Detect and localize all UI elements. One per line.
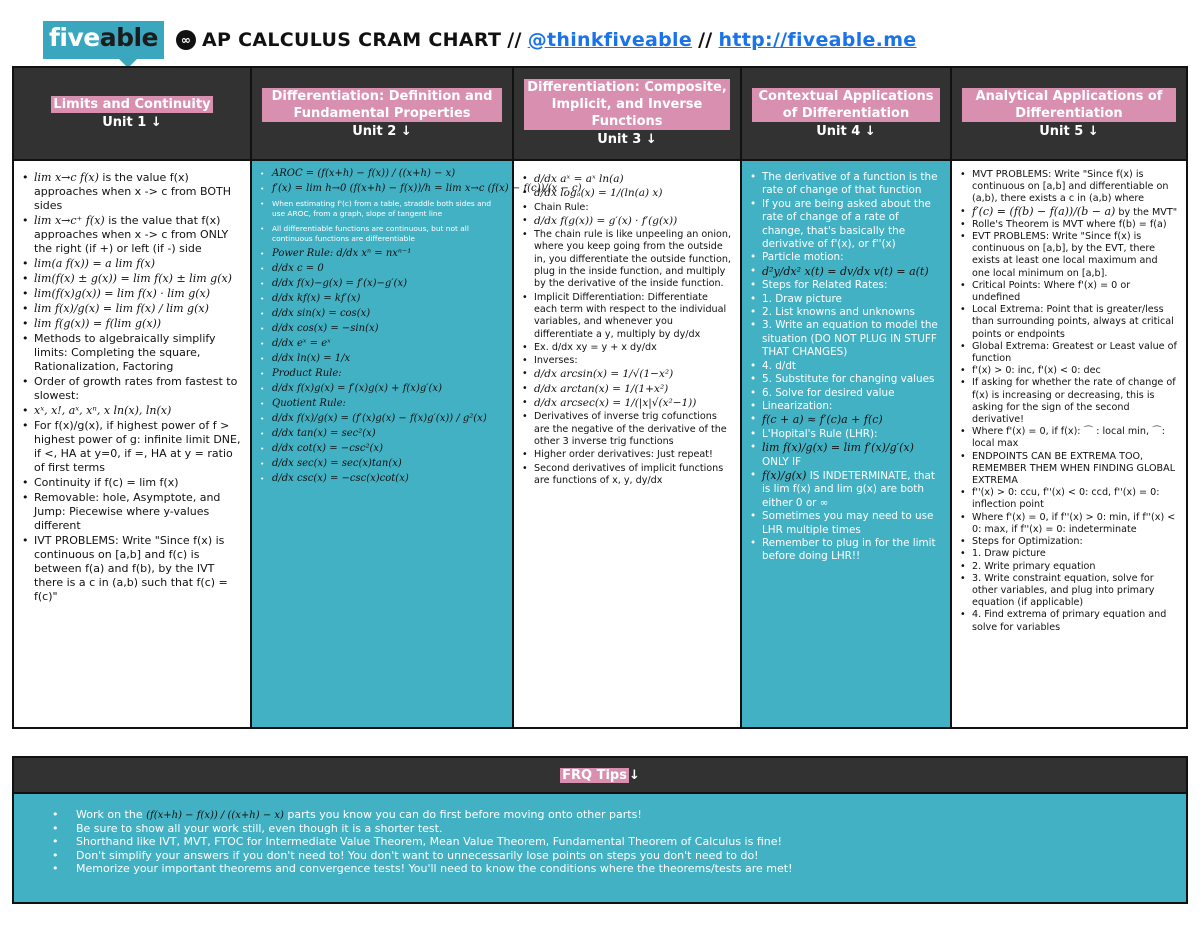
item-text: Sometimes you may need to use LHR multiple times [762, 510, 934, 536]
math-expression: AROC = (f(x+h) − f(x)) / ((x+h) − x) [272, 168, 456, 179]
column-unit-3 [514, 68, 742, 727]
list-item [260, 199, 504, 219]
item-text: 4. d/dt [762, 359, 796, 372]
list-item [960, 206, 1178, 219]
item-text: All differentiable functions are continuous, but not all continuous functions are differentiable [272, 224, 469, 243]
item-text: Derivatives of inverse trig cofunctions are the negative of the derivative of the other 3 inverse trig functions [534, 411, 727, 447]
list-item [260, 399, 504, 409]
math-expression: d/dx cot(x) = −csc²(x) [272, 443, 383, 454]
column-title: Differentiation: Composite, Implicit, and Inverse Functions [524, 79, 730, 130]
item-text: If asking for whether the rate of change of f(x) is increasing or decreasing, this is asking for the sign of the second derivative! [972, 377, 1176, 426]
list-item [960, 536, 1178, 548]
frq-list [52, 808, 1176, 875]
item-list [750, 171, 942, 564]
list-item [960, 451, 1178, 488]
item-list [960, 169, 1178, 634]
item-text: Where f'(x) = 0, if f(x): ⌒ : local min, ⌒: local max [972, 426, 1165, 450]
item-text: Global Extrema: Greatest or Least value of function [972, 340, 1177, 365]
list-item [522, 397, 732, 410]
list-item [260, 224, 504, 244]
fiveable-logo[interactable] [43, 21, 164, 59]
math-expression: lim x→c f(x) [34, 171, 99, 184]
item-text: Ex. d/dx xy = y + x dy/dx [534, 341, 657, 353]
list-item [960, 304, 1178, 341]
math-expression: Product Rule: [272, 368, 342, 379]
item-text: 1. Draw picture [972, 548, 1046, 560]
list-item [22, 419, 242, 475]
page-title [176, 29, 917, 51]
item-text: 3. Write an equation to model the situation (DO NOT PLUG IN STUFF THAT CHANGES) [762, 319, 938, 359]
item-text: IS INDETERMINATE, that is lim f(x) and lim g(x) are both either 0 or ∞ [762, 469, 935, 509]
item-text: 6. Solve for desired value [762, 386, 895, 399]
list-item [960, 561, 1178, 573]
item-text: Critical Points: Where f'(x) = 0 or undefined [972, 279, 1131, 304]
list-item [960, 512, 1178, 536]
item-text: ENDPOINTS CAN BE EXTREMA TOO, REMEMBER THEM WHEN FINDING GLOBAL EXTREMA [972, 450, 1176, 487]
item-text: 3. Write constraint equation, solve for other variables, and plug into primary equation (if applicable) [972, 572, 1155, 609]
list-item [22, 404, 242, 418]
item-text: Rolle's Theorem is MVT where f(b) = f(a) [972, 218, 1167, 230]
column-header [14, 68, 250, 159]
math-expression: d/dx f(x)−g(x) = f′(x)−g′(x) [272, 278, 407, 289]
list-item [22, 534, 242, 604]
math-expression: lim f(x)/g(x) = lim f′(x)/g′(x) [762, 441, 914, 455]
math-expression: d/dx arctan(x) = 1/(1+x²) [534, 382, 669, 395]
column-header [742, 68, 950, 159]
list-item [260, 459, 504, 469]
frq-body [14, 794, 1186, 902]
frq-tips-box [12, 756, 1188, 904]
frq-item [52, 835, 1176, 848]
frq-header [14, 758, 1186, 794]
math-expression: d/dx tan(x) = sec²(x) [272, 428, 376, 439]
frq-item [52, 862, 1176, 875]
list-item [750, 360, 942, 373]
math-expression: d/dx cos(x) = −sin(x) [272, 323, 379, 334]
list-item [522, 449, 732, 461]
column-unit-4 [742, 68, 952, 727]
glasses-icon: ∞ [176, 30, 196, 50]
item-text: L'Hopital's Rule (LHR): [762, 427, 878, 440]
math-expression: lim f(x)/g(x) = lim f(x) / lim g(x) [34, 302, 209, 315]
list-item [22, 272, 242, 286]
column-unit: Unit 1 ↓ [102, 115, 162, 130]
list-item [960, 548, 1178, 560]
list-item [750, 510, 942, 537]
item-text: Continuity if f(c) = lim f(x) [34, 476, 179, 489]
list-item [260, 474, 504, 484]
frq-title: FRQ Tips [562, 768, 627, 783]
math-expression: xˣ, x!, aˣ, xⁿ, x ln(x), ln(x) [34, 404, 172, 417]
math-expression: d/dx logₐ(x) = 1/(ln(a) x) [534, 187, 663, 200]
item-list [522, 173, 732, 487]
list-item [960, 231, 1178, 280]
item-text: 1. Draw picture [762, 292, 842, 305]
column-header [514, 68, 740, 159]
item-text: For f(x)/g(x), if highest power of f > highest power of g: infinite limit DNE, if <, HA at y=0, if =, HA at y = ratio of first terms [34, 419, 241, 474]
item-text: The derivative of a function is the rate of change of that function [762, 171, 938, 197]
item-text: Particle motion: [762, 251, 844, 264]
list-item [750, 537, 942, 564]
title-separator-2: // [698, 29, 713, 51]
item-text: by the MVT" [1115, 206, 1178, 218]
list-item [22, 171, 242, 213]
list-item [522, 463, 732, 488]
item-text: Remember to plug in for the limit before doing LHR!! [762, 536, 936, 563]
column-body [514, 159, 740, 727]
cram-chart-table [12, 66, 1188, 729]
list-item [22, 317, 242, 331]
list-item [750, 306, 942, 319]
math-expression: d/dx sin(x) = cos(x) [272, 308, 371, 319]
column-unit: Unit 3 ↓ [597, 132, 657, 147]
math-expression: lim(f(x)g(x)) = lim f(x) · lim g(x) [34, 287, 211, 300]
list-item [960, 377, 1178, 426]
list-item [960, 426, 1178, 450]
item-text: Steps for Related Rates: [762, 279, 888, 292]
list-item [750, 293, 942, 306]
math-expression: d/dx f(g(x)) = g′(x) · f′(g(x)) [534, 214, 678, 227]
list-item [960, 609, 1178, 633]
math-expression: d/dx ln(x) = 1/x [272, 353, 351, 364]
list-item [522, 355, 732, 367]
list-item [260, 339, 504, 349]
column-unit: Unit 5 ↓ [1039, 123, 1099, 139]
math-expression: d/dx eˣ = eˣ [272, 338, 331, 349]
list-item [750, 400, 942, 413]
column-header [952, 68, 1186, 159]
page-header [43, 18, 917, 62]
list-item [260, 183, 582, 194]
list-item [750, 319, 942, 359]
math-expression: d/dx f(x)g(x) = f′(x)g(x) + f(x)g′(x) [272, 383, 442, 394]
math-expression: d/dx kf(x) = kf′(x) [272, 293, 361, 304]
frq-text: Be sure to show all your work still, even though it is a shorter test. [76, 822, 443, 836]
list-item [260, 414, 504, 424]
item-text: Where f'(x) = 0, if f''(x) > 0: min, if f''(x) < 0: max, if f''(x) = 0: indeterminate [972, 511, 1176, 535]
list-item [522, 342, 732, 354]
list-item [22, 214, 242, 256]
column-body [952, 159, 1186, 727]
list-item [960, 219, 1178, 231]
math-expression: d/dx f(x)/g(x) = (f′(x)g(x) − f(x)g′(x)) / g²(x) [272, 413, 487, 424]
frq-item [52, 822, 1176, 835]
item-text: Order of growth rates from fastest to slowest: [34, 375, 238, 402]
frq-text: Don't simplify your answers if you don't need to! You don't want to unnecessarily lose points on steps you don't need to do! [76, 848, 759, 862]
list-item [750, 198, 942, 252]
column-unit: Unit 2 ↓ [352, 123, 412, 139]
math-expression: f(c + a) ≈ f′(c)a + f(c) [762, 413, 883, 427]
column-title: Limits and Continuity [53, 97, 211, 112]
math-expression: (f(x+h) − f(x)) / ((x+h) − x) [146, 810, 284, 821]
item-text: ONLY IF [762, 455, 802, 468]
frq-item [52, 849, 1176, 862]
list-item [522, 368, 732, 381]
item-text: EVT PROBLEMS: Write "Since f(x) is continuous on [a,b], by the EVT, there exists at least one local maximum and one local minimum on [a,b]. [972, 231, 1158, 279]
column-unit-1 [14, 68, 252, 727]
list-item [522, 411, 732, 448]
list-item [22, 491, 242, 533]
title-separator: // [507, 29, 522, 51]
list-item [260, 309, 504, 319]
list-item [260, 369, 504, 379]
list-item [22, 476, 242, 490]
list-item [260, 169, 504, 179]
item-text: f'(x) > 0: inc, f'(x) < 0: dec [972, 365, 1101, 377]
frq-item [52, 808, 1176, 822]
list-item [750, 441, 942, 469]
math-expression: d/dx csc(x) = −csc(x)cot(x) [272, 473, 409, 484]
logo-text-light: five [49, 23, 100, 52]
item-text: Inverses: [534, 355, 578, 367]
column-title: Contextual Applications of Differentiation [752, 88, 940, 122]
list-item [522, 383, 732, 396]
math-expression: lim x→c⁺ f(x) [34, 214, 105, 227]
list-item [750, 387, 942, 400]
item-text: 2. Write primary equation [972, 560, 1096, 572]
list-item [750, 279, 942, 292]
column-body [742, 159, 950, 727]
math-expression: Quotient Rule: [272, 398, 346, 409]
math-expression: lim f(g(x)) = f(lim g(x)) [34, 317, 162, 330]
column-header [252, 68, 512, 159]
frq-arrow: ↓ [628, 768, 640, 783]
item-text: The chain rule is like unpeeling an onion, where you keep going from the outside in, you differentiate the outside function, plug in the inside function, and multiply by the derivative of the inside function. [534, 229, 732, 290]
frq-text: Memorize your important theorems and convergence tests! You'll need to know the conditions where the theorems/tests are met! [76, 861, 793, 875]
list-item [522, 215, 732, 228]
list-item [22, 332, 242, 374]
math-expression: d/dx aˣ = aˣ ln(a) [534, 173, 624, 185]
item-text: 2. List knowns and unknowns [762, 306, 915, 319]
list-item [960, 169, 1178, 206]
list-item [522, 292, 732, 341]
list-item [750, 251, 942, 264]
list-item [260, 279, 504, 289]
math-expression: f(x)/g(x) [762, 468, 807, 482]
list-item [750, 265, 942, 279]
list-item [750, 428, 942, 441]
math-expression: d/dx sec(x) = sec(x)tan(x) [272, 458, 402, 469]
list-item [260, 444, 504, 454]
list-item [22, 375, 242, 403]
item-list [22, 171, 242, 604]
math-expression: lim(a f(x)) = a lim f(x) [34, 257, 156, 270]
column-title: Analytical Applications of Differentiation [962, 88, 1176, 122]
list-item [260, 384, 504, 394]
list-item [22, 287, 242, 301]
list-item [522, 187, 732, 200]
frq-text: Work on the [76, 808, 147, 821]
math-expression: d/dx c = 0 [272, 263, 324, 274]
math-expression: f′(x) = lim h→0 (f(x+h) − f(x))/h = lim x→c (f(x) − f(c))/(x − c) [272, 183, 582, 194]
item-text: is the value that f(x) approaches when x -> c from ONLY the right (if +) or left (if -) side [34, 214, 229, 255]
item-text: If you are being asked about the rate of change of a rate of change, that's basically the derivative of f'(x), or f''(x) [762, 197, 931, 251]
list-item [960, 280, 1178, 304]
list-item [960, 341, 1178, 365]
list-item [22, 302, 242, 316]
item-text: Steps for Optimization: [972, 536, 1083, 548]
list-item [522, 173, 732, 186]
math-expression: f′(c) = (f(b) − f(a))/(b − a) [972, 204, 1116, 218]
list-item [750, 171, 942, 198]
math-expression: d/dx arcsec(x) = 1/(|x|√(x²−1)) [534, 397, 697, 410]
item-text: When estimating f'(c) from a table, straddle both sides and use AROC, from a graph, slope of tangent line [272, 199, 492, 218]
handle-link[interactable]: @thinkfiveable [527, 29, 693, 51]
column-unit: Unit 4 ↓ [816, 123, 876, 139]
item-text: 5. Substitute for changing values [762, 373, 935, 386]
list-item [22, 257, 242, 271]
item-text: 4. Find extrema of primary equation and solve for variables [972, 609, 1167, 633]
list-item [522, 229, 732, 290]
item-text: Second derivatives of implicit functions are functions of x, y, dy/dx [534, 462, 724, 486]
list-item [960, 365, 1178, 377]
item-text: is the value f(x) approaches when x -> c from BOTH sides [34, 171, 232, 212]
item-text: Linearization: [762, 399, 833, 412]
list-item [960, 573, 1178, 610]
frq-text: parts you know you can do first before moving onto other parts! [283, 808, 642, 821]
website-link[interactable]: http://fiveable.me [718, 29, 917, 51]
math-expression: lim(f(x) ± g(x)) = lim f(x) ± lim g(x) [34, 272, 232, 285]
item-text: Chain Rule: [534, 201, 589, 213]
item-text: Implicit Differentiation: Differentiate each term with respect to the individual variables, and whenever you differentiate a y, multiply by dy/dx [534, 291, 727, 340]
item-text: Higher order derivatives: Just repeat! [534, 449, 713, 461]
frq-text: Shorthand like IVT, MVT, FTOC for Intermediate Value Theorem, Mean Value Theorem, Fundamental Theorem of Calculus is fine! [76, 835, 782, 849]
list-item [260, 354, 504, 364]
item-text: Local Extrema: Point that is greater/less than surrounding points, always at critical points or endpoints [972, 304, 1174, 340]
list-item [750, 469, 942, 510]
item-text: IVT PROBLEMS: Write "Since f(x) is continuous on [a,b] and f(c) is between f(a) and f(b), by the IVT there is a c in (a,b) such that f(c) = f(c)" [34, 534, 228, 603]
item-text: MVT PROBLEMS: Write "Since f(x) is continuous on [a,b] and differentiable on (a,b), there exists a c in (a,b) where [972, 169, 1169, 205]
title-text: AP CALCULUS CRAM CHART [202, 29, 502, 51]
list-item [260, 294, 504, 304]
list-item [260, 429, 504, 439]
column-body [14, 159, 250, 727]
list-item [260, 264, 504, 274]
math-expression: d²y/dx² x(t) = dv/dx v(t) = a(t) [762, 264, 929, 278]
math-expression: Power Rule: d/dx xⁿ = nxⁿ⁻¹ [272, 248, 412, 259]
list-item [750, 373, 942, 386]
column-unit-5 [952, 68, 1186, 727]
list-item [260, 249, 504, 259]
list-item [960, 487, 1178, 511]
column-title: Differentiation: Definition and Fundamental Properties [262, 88, 502, 122]
item-text: Removable: hole, Asymptote, and Jump: Piecewise where y-values different [34, 491, 221, 532]
list-item [522, 202, 732, 214]
math-expression: d/dx arcsin(x) = 1/√(1−x²) [534, 368, 674, 381]
logo-text-dark: able [99, 23, 158, 52]
item-text: f''(x) > 0: ccu, f''(x) < 0: ccd, f''(x) = 0: inflection point [972, 487, 1160, 511]
item-text: Methods to algebraically simplify limits: Completing the square, Rationalization, Factoring [34, 332, 216, 373]
list-item [260, 324, 504, 334]
list-item [750, 413, 942, 427]
